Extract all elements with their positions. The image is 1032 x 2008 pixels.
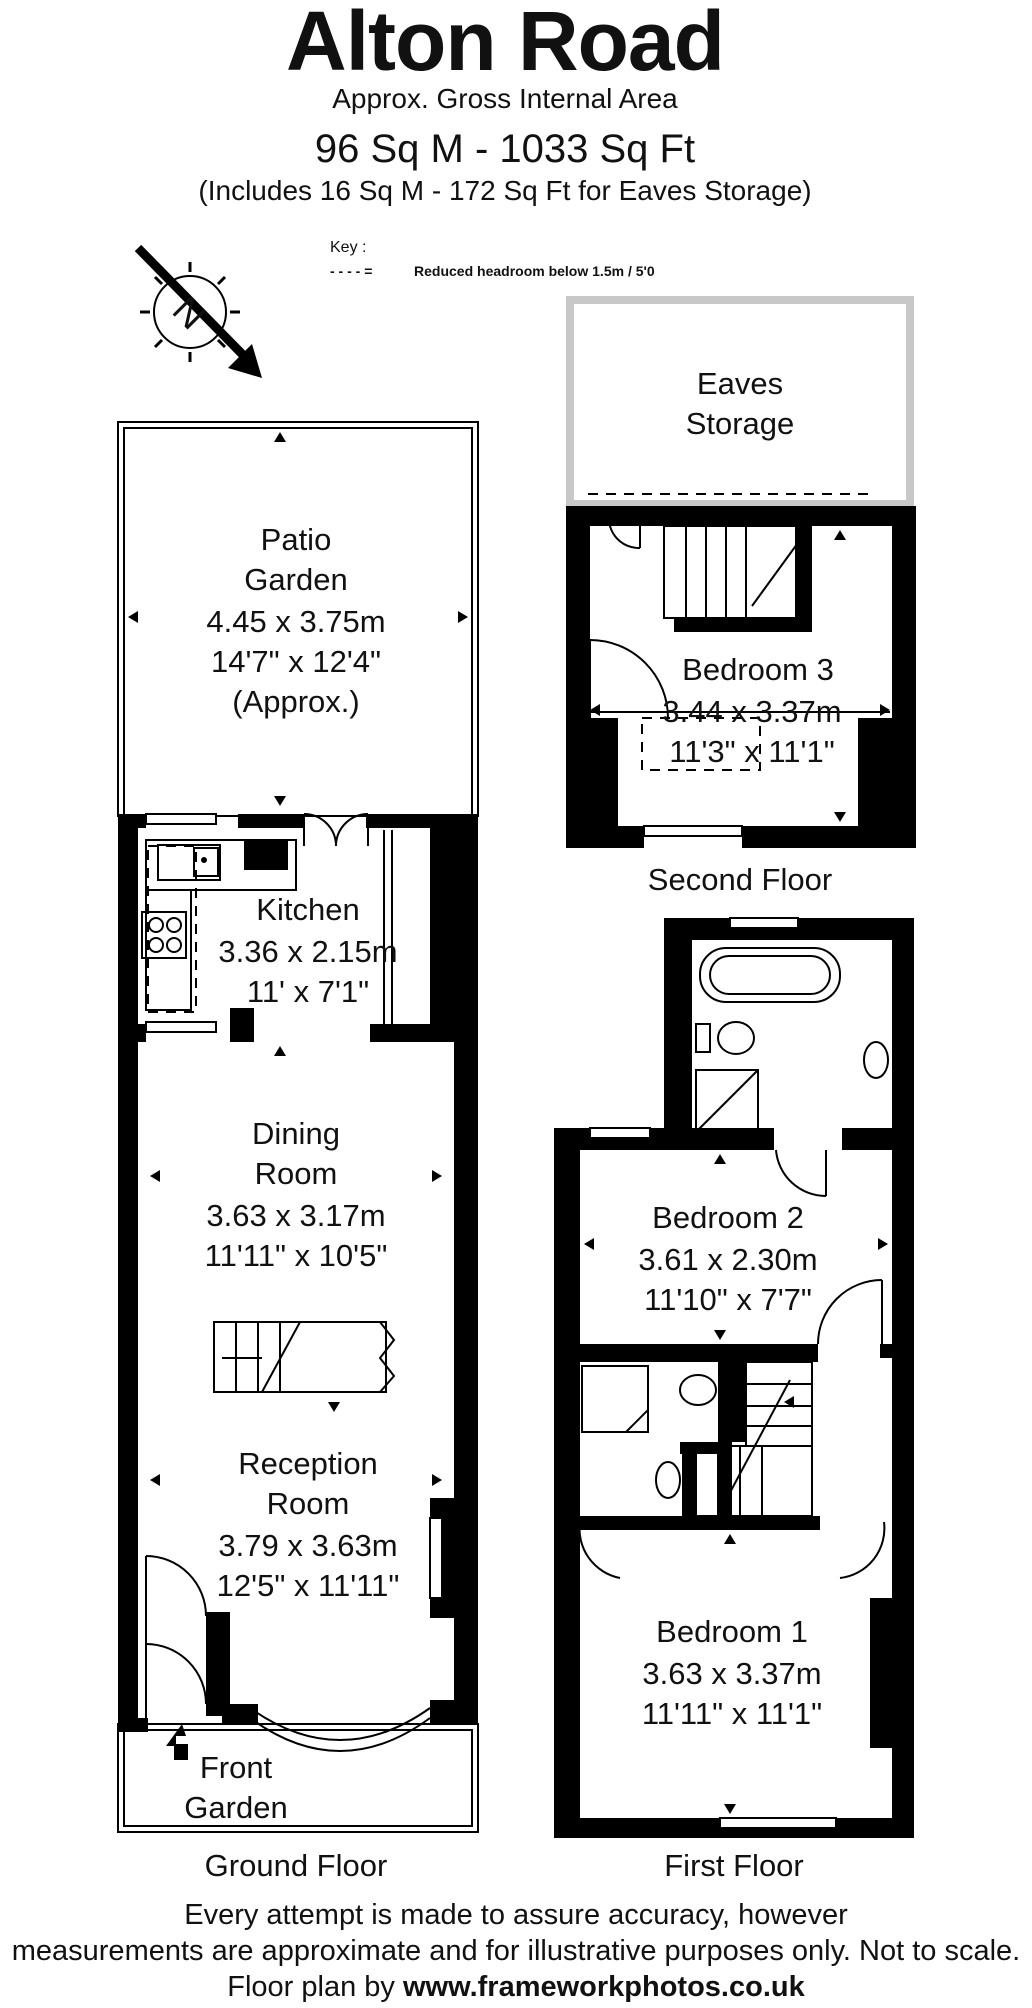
plan-subtitle: Approx. Gross Internal Area xyxy=(332,83,678,114)
compass-north-letter: N xyxy=(164,288,214,338)
bedroom2-metric: 3.61 x 2.30m xyxy=(638,1242,818,1277)
patio-name-1: Patio xyxy=(260,522,332,557)
dining-name-2: Room xyxy=(254,1156,338,1191)
reception-name-1: Reception xyxy=(238,1446,378,1481)
total-area: 96 Sq M - 1033 Sq Ft xyxy=(314,127,696,171)
bedroom1-metric: 3.63 x 3.37m xyxy=(642,1656,822,1691)
bedroom1-imperial: 11'11" x 11'1" xyxy=(641,1696,823,1731)
credit-line xyxy=(227,1971,805,2003)
eaves-name-1: Eaves xyxy=(696,366,784,401)
plan-title: Alton Road xyxy=(286,0,724,88)
dining-imperial: 11'11" x 10'5" xyxy=(204,1238,388,1273)
kitchen-imperial: 11' x 7'1" xyxy=(246,974,370,1009)
compass-icon xyxy=(138,248,262,378)
ground-floor-label: Ground Floor xyxy=(204,1848,388,1883)
dining-name-1: Dining xyxy=(252,1116,340,1151)
patio-name-2: Garden xyxy=(244,562,348,597)
kitchen-name: Kitchen xyxy=(256,892,360,927)
bedroom2-name: Bedroom 2 xyxy=(652,1200,804,1235)
eaves-name-2: Storage xyxy=(685,406,795,441)
bedroom3-metric: 3.44 x 3.37m xyxy=(662,694,842,729)
dining-metric: 3.63 x 3.17m xyxy=(206,1198,386,1233)
front-garden-name-2: Garden xyxy=(184,1790,288,1825)
first-floor-label: First Floor xyxy=(664,1848,804,1883)
bedroom3-name: Bedroom 3 xyxy=(682,652,834,687)
key-symbol: - - - - = xyxy=(330,263,373,279)
eaves-area-note: (Includes 16 Sq M - 172 Sq Ft for Eaves Storage) xyxy=(198,175,812,206)
disclaimer-line-1: Every attempt is made to assure accuracy, however xyxy=(184,1899,848,1931)
credit-url[interactable]: www.frameworkphotos.co.uk xyxy=(402,1971,805,2003)
disclaimer-line-2: measurements are approximate and for illustrative purposes only. Not to scale. xyxy=(11,1935,1021,1967)
credit-prefix: Floor plan by xyxy=(227,1971,395,2003)
key-label: Key : xyxy=(330,239,367,256)
patio-note: (Approx.) xyxy=(232,684,360,719)
kitchen-metric: 3.36 x 2.15m xyxy=(218,934,398,969)
front-garden-name-1: Front xyxy=(199,1750,273,1785)
bedroom2-imperial: 11'10" x 7'7" xyxy=(644,1282,812,1317)
reception-metric: 3.79 x 3.63m xyxy=(218,1528,398,1563)
key-text: Reduced headroom below 1.5m / 5'0 xyxy=(414,263,655,279)
patio-imperial: 14'7" x 12'4" xyxy=(210,644,382,679)
patio-metric: 4.45 x 3.75m xyxy=(206,604,386,639)
bedroom1-name: Bedroom 1 xyxy=(656,1614,808,1649)
reception-imperial: 12'5" x 11'11" xyxy=(216,1568,400,1603)
reception-name-2: Room xyxy=(266,1486,350,1521)
bedroom3-imperial: 11'3" x 11'1" xyxy=(669,734,835,769)
second-floor-label: Second Floor xyxy=(647,862,833,897)
